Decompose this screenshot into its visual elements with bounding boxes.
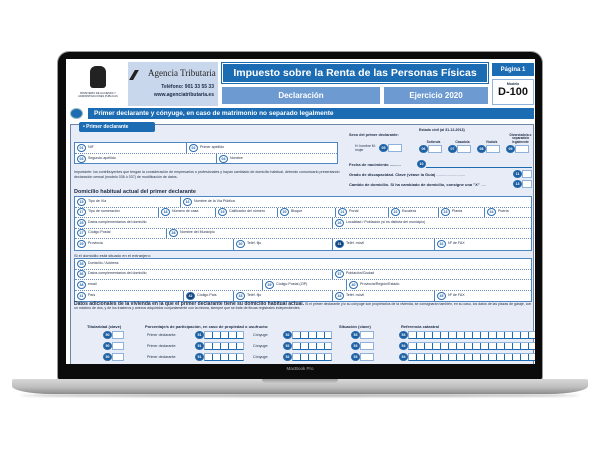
model-label: Modelo [506, 82, 520, 86]
field-number: 41 [77, 292, 86, 300]
input-box [457, 145, 471, 153]
field-number: 50 [103, 331, 112, 339]
birth-date-field[interactable] [417, 160, 532, 168]
field-number: 21 [338, 208, 347, 216]
input-box [204, 331, 244, 339]
col-porcentaje: Porcentaje/s de participación, en caso de propiedad o usufructo: [145, 324, 269, 329]
field-number: 35 [77, 260, 86, 268]
laptop-notch [262, 379, 338, 383]
field-label: País [88, 292, 96, 297]
field-number: 36 [77, 270, 86, 278]
input-box [360, 331, 374, 339]
field-label: Datos complementarios del domicilio [88, 219, 147, 224]
field-label: Teléf. fijo [247, 292, 262, 297]
field-15[interactable] [75, 197, 181, 207]
field-number: 11 [513, 170, 522, 178]
address-grid [74, 196, 532, 251]
field-number: 37 [335, 270, 344, 278]
laptop-screen [66, 59, 535, 364]
housing-field-51[interactable] [195, 342, 244, 350]
field-29[interactable] [75, 239, 234, 250]
important-notice: Importante: los contribuyentes que tengan la consideración de empresarios o profesionales y hayan cambiado de domicilio habitual, deberán comunicarlo presentando declaración censal (modelo 036 ó 037) de modificación de datos. [74, 170, 340, 179]
field-number: 52 [283, 342, 292, 350]
input-box [428, 145, 442, 153]
field-label: Tipo de numeración [88, 209, 120, 214]
field-36[interactable] [75, 270, 333, 280]
tab-label: Primer declarante [86, 124, 129, 130]
input-box [515, 145, 529, 153]
form-subtitle: Declaración [222, 87, 380, 104]
birth-date-row: Fecha de nacimiento .......... [349, 162, 401, 167]
field-number: 15 [77, 198, 86, 206]
agency-logo-icon [129, 70, 149, 80]
input-box [408, 353, 535, 361]
housing-field-53[interactable] [351, 353, 374, 361]
input-box [292, 331, 332, 339]
field-17[interactable] [75, 208, 159, 218]
field-number: 01 [77, 144, 86, 152]
identity-grid [74, 142, 338, 164]
field-number: 30 [236, 240, 245, 248]
input-box [408, 342, 535, 350]
ministry-name: MINISTERIO DE HACIENDA Y ADMINISTRACIONES PÚBLICAS [78, 92, 118, 98]
field-number: 40 [349, 281, 358, 289]
sex-field[interactable] [379, 144, 402, 152]
field-row [75, 197, 531, 208]
field-41[interactable] [75, 291, 184, 302]
field-44[interactable] [333, 291, 435, 302]
field-28[interactable] [167, 229, 531, 239]
field-number: 05 [379, 144, 388, 152]
field-row [75, 154, 337, 165]
sex-options: H: hombre M: mujer [355, 144, 376, 152]
housing-field-53[interactable] [351, 342, 374, 350]
input-box [292, 342, 332, 350]
civil-option-label: Viudo/a [485, 139, 498, 144]
field-27[interactable] [75, 229, 167, 239]
field-number: 39 [265, 281, 274, 289]
input-box [112, 331, 124, 339]
civil-option-field[interactable] [477, 145, 506, 153]
field-number: 43 [236, 292, 245, 300]
field-26[interactable] [333, 218, 531, 228]
input-box [360, 353, 374, 361]
field-24[interactable] [485, 208, 531, 218]
field-label: Nombre de la Vía Pública [194, 198, 235, 203]
field-label: Población/Ciudad [346, 271, 375, 276]
col-situacion: Situación (clave) [339, 324, 371, 329]
housing-field-54[interactable] [399, 353, 535, 361]
field-number: 52 [283, 331, 292, 339]
civil-option-09[interactable] [506, 133, 535, 153]
field-label: Segundo apellido [88, 155, 116, 160]
field-19[interactable] [216, 208, 278, 218]
section-title: Primer declarante y cónyuge, en caso de matrimonio no separado legalmente [88, 108, 534, 119]
field-35[interactable] [75, 259, 531, 269]
housing-field-53[interactable] [351, 331, 374, 339]
field-31[interactable] [333, 239, 435, 250]
civil-status-options [419, 133, 535, 155]
field-number: 53 [351, 331, 360, 339]
housing-field-50[interactable] [103, 353, 124, 361]
field-label: Puerta [498, 209, 509, 214]
housing-title: Datos adicionales de la vivienda en la que el primer declarante tiene su domicilio habitual actual. [74, 301, 305, 307]
page-number: Página 1 [492, 63, 534, 76]
first-declarant-label: Primer declarante: [147, 333, 177, 337]
field-number: 50 [103, 342, 112, 350]
field-number: 54 [399, 331, 408, 339]
address-title: Domicilio habitual actual del primer declarante [74, 189, 196, 195]
field-18[interactable] [159, 208, 216, 218]
field-label: Teléf. fijo [247, 241, 262, 246]
field-label: Provincia/Región/Estado [360, 281, 400, 286]
field-number: 31 [335, 240, 344, 248]
field-row [75, 229, 531, 240]
field-03[interactable] [75, 154, 217, 165]
field-number: 16 [183, 198, 192, 206]
ministry-logo [70, 62, 126, 106]
field-number: 51 [195, 353, 204, 361]
field-number: 06 [419, 145, 428, 153]
field-number: 29 [77, 240, 86, 248]
field-label: Escalera [402, 209, 416, 214]
field-label: Teléf. móvil [346, 292, 364, 297]
col-titularidad: Titularidad (clave) [87, 324, 122, 329]
field-number: 08 [477, 145, 486, 153]
field-label: Nombre del Municipio [180, 230, 215, 235]
disability-row: Grado de discapacidad. Clave (véase la Guía) .......................... [349, 172, 466, 177]
field-row [75, 259, 531, 270]
field-number: 54 [399, 342, 408, 350]
field-label: Código Postal (ZIP) [276, 281, 308, 286]
housing-note: Si el primer declarante y/o su cónyuge son propietarios de la vivienda, se consignarán también, en su caso, los datos de las plazas de garaje, con un máximo de dos, y de los trasteros y anexos adquiridos conjuntamente con la misma, siempre que se trate de fincas registrales independientes. [74, 302, 532, 311]
field-number: 42 [186, 292, 195, 300]
field-38[interactable] [75, 280, 263, 290]
housing-field-50[interactable] [103, 331, 124, 339]
section-marker-icon [70, 108, 83, 119]
field-label: Nombre [230, 155, 243, 160]
field-02[interactable] [187, 143, 337, 153]
field-number: 28 [169, 229, 178, 237]
spouse-label: Cónyuge: [253, 333, 269, 337]
field-label: Bloque [291, 209, 303, 214]
field-number: 52 [283, 353, 292, 361]
input-box [112, 342, 124, 350]
field-label: Calificador del número [229, 209, 265, 214]
field-number: 10 [417, 160, 426, 168]
sex-label: Sexo del primer declarante: [349, 133, 399, 137]
field-number: 13 [513, 180, 522, 188]
field-number: 03 [77, 155, 86, 163]
first-declarant-label: Primer declarante: [147, 344, 177, 348]
field-label: Datos complementarios del domicilio [88, 271, 147, 276]
field-number: 50 [103, 353, 112, 361]
field-45[interactable] [435, 291, 531, 302]
col-referencia: Referencia catastral [401, 324, 440, 329]
field-04[interactable] [217, 154, 337, 165]
field-label: Teléf. móvil [346, 241, 364, 246]
civil-option-07[interactable] [448, 133, 477, 153]
civil-option-field[interactable] [448, 145, 477, 153]
field-number: 51 [195, 331, 204, 339]
field-43[interactable] [234, 291, 333, 302]
field-number: 17 [77, 208, 86, 216]
device-label: MacBook Pro [286, 366, 314, 371]
housing-field-51[interactable] [195, 353, 244, 361]
field-label: Domicilio / Address [88, 260, 119, 265]
field-25[interactable] [75, 218, 333, 228]
field-30[interactable] [234, 239, 333, 250]
field-label: Primer apellido [200, 144, 224, 149]
input-box [204, 353, 244, 361]
housing-field-52[interactable] [283, 353, 332, 361]
civil-option-label: Divorciado/a o separado/a legalmente [509, 132, 532, 144]
field-number: 04 [219, 155, 228, 163]
field-number: 45 [437, 292, 446, 300]
foreign-title: Si el domicilio está situado en el extranjero: [74, 253, 151, 258]
laptop-shadow [20, 394, 580, 397]
civil-status-label: Estado civil (al 31-12-2013) [419, 128, 465, 132]
civil-option-08[interactable] [477, 133, 506, 153]
field-number: 23 [441, 208, 450, 216]
field-label: Código País [197, 292, 217, 297]
move-label: Cambio de domicilio. Si ha cambiado de domicilio, consigne una "X" [349, 182, 480, 187]
field-39[interactable] [263, 280, 347, 290]
field-label: Tipo de Vía [88, 198, 107, 203]
field-row [75, 143, 337, 154]
field-37[interactable] [333, 270, 531, 280]
field-label: Nº de FAX [448, 241, 465, 246]
field-32[interactable] [435, 239, 531, 250]
field-row [75, 291, 531, 302]
field-21[interactable] [336, 208, 389, 218]
civil-option-06[interactable] [419, 133, 448, 153]
field-number: 18 [161, 208, 170, 216]
field-row [75, 218, 531, 229]
field-22[interactable] [389, 208, 439, 218]
civil-option-field[interactable] [506, 145, 535, 153]
field-label: Localidad / Población (si es distinta del municipio) [346, 219, 426, 224]
disability-label: Grado de discapacidad. Clave (véase la Guía) [349, 172, 436, 177]
field-number: 07 [448, 145, 457, 153]
agency-phone: Teléfono: 901 33 55 33 [161, 84, 214, 90]
field-number: 32 [437, 240, 446, 248]
field-row [75, 208, 531, 219]
move-field[interactable] [513, 180, 532, 188]
field-label: NIF [88, 144, 94, 149]
housing-intro [74, 302, 532, 311]
agency-web: www.agenciatributaria.es [153, 92, 214, 98]
field-number: 20 [280, 208, 289, 216]
field-label: Número de casa [172, 209, 199, 214]
form-panel [70, 124, 534, 364]
civil-option-label: Soltero/a [426, 139, 441, 144]
move-row: Cambio de domicilio. Si ha cambiado de domicilio, consigne una "X" ..... [349, 182, 487, 187]
field-number: 02 [189, 144, 198, 152]
field-number: 38 [77, 281, 86, 289]
field-01[interactable] [75, 143, 187, 153]
field-number: 51 [195, 342, 204, 350]
field-row [75, 270, 531, 281]
field-row [75, 280, 531, 291]
field-number: 22 [391, 208, 400, 216]
field-label: Nº de FAX [448, 292, 465, 297]
field-number: 24 [487, 208, 496, 216]
birth-date-label: Fecha de nacimiento [349, 162, 389, 167]
input-box [112, 353, 124, 361]
housing-field-52[interactable] [283, 342, 332, 350]
housing-field-52[interactable] [283, 331, 332, 339]
spouse-label: Cónyuge: [253, 355, 269, 359]
field-23[interactable] [439, 208, 485, 218]
first-declarant-label: Primer declarante: [147, 355, 177, 359]
input-box [292, 353, 332, 361]
fiscal-year: Ejercicio 2020 [384, 87, 488, 104]
input-box [408, 331, 535, 339]
field-number: 53 [351, 342, 360, 350]
field-20[interactable] [278, 208, 336, 218]
housing-field-51[interactable] [195, 331, 244, 339]
input-box [486, 145, 500, 153]
foreign-address-grid [74, 258, 532, 302]
field-42[interactable] [184, 291, 234, 302]
form-title: Impuesto sobre la Renta de las Personas Físicas [222, 63, 488, 83]
field-number: 27 [77, 229, 86, 237]
field-label: email [88, 281, 97, 286]
field-number: 54 [399, 353, 408, 361]
tab-primer-declarante[interactable]: • Primer declarante [79, 122, 155, 132]
model-box [492, 79, 534, 105]
field-number: 25 [77, 219, 86, 227]
field-number: 26 [335, 219, 344, 227]
field-row [75, 239, 531, 250]
housing-field-54[interactable] [399, 342, 535, 350]
field-label: Portal [349, 209, 359, 214]
field-label: Código Postal [88, 230, 111, 235]
model-code: D-100 [498, 86, 528, 98]
field-16[interactable] [181, 197, 531, 207]
field-number: 19 [218, 208, 227, 216]
field-label: Planta [452, 209, 463, 214]
field-number: 53 [351, 353, 360, 361]
input-box [204, 342, 244, 350]
civil-option-field[interactable] [419, 145, 448, 153]
agency-box [128, 62, 218, 106]
field-40[interactable] [347, 280, 531, 290]
disability-field[interactable] [513, 170, 532, 178]
coat-of-arms-icon [90, 66, 106, 88]
spouse-label: Cónyuge: [253, 344, 269, 348]
housing-field-50[interactable] [103, 342, 124, 350]
housing-field-54[interactable] [399, 331, 535, 339]
civil-option-label: Casado/a [455, 139, 470, 144]
field-number: 09 [506, 145, 515, 153]
agency-name: Agencia Tributaria [148, 68, 216, 78]
field-number: 44 [335, 292, 344, 300]
field-label: Provincia [88, 241, 103, 246]
input-box [360, 342, 374, 350]
